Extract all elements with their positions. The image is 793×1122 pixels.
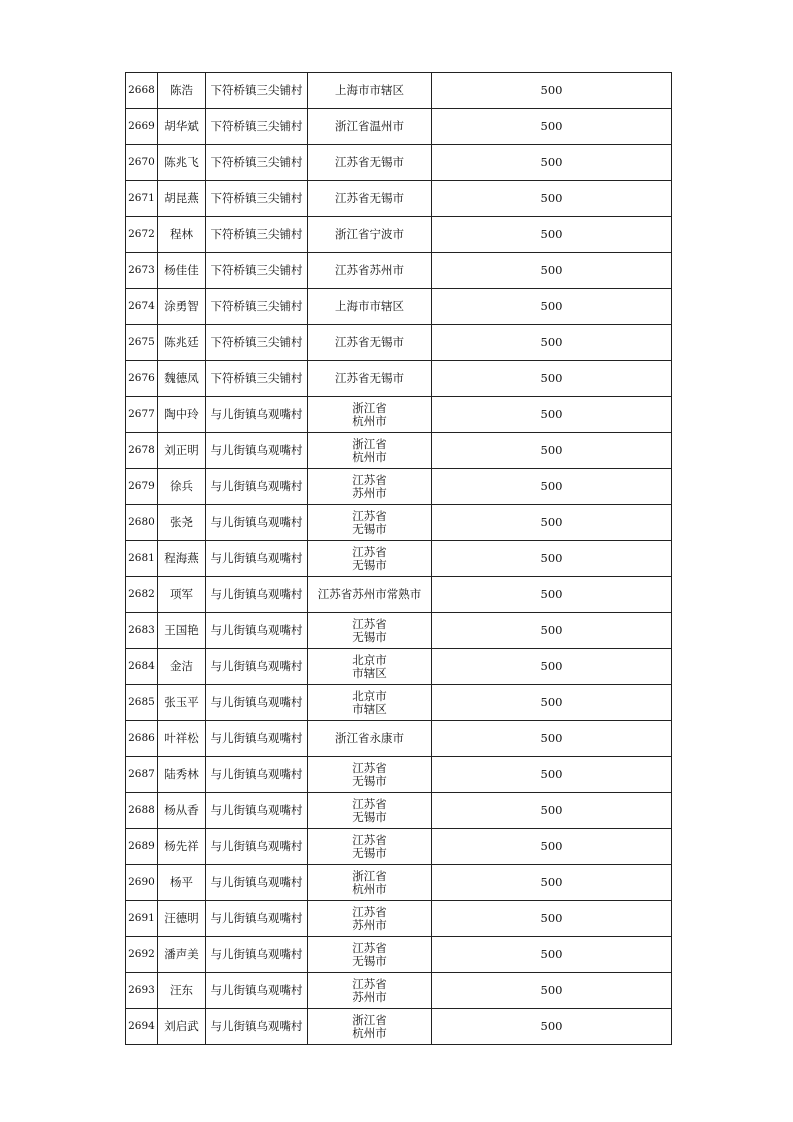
row-number: 2686 <box>126 721 158 757</box>
work-location-line: 江苏省 <box>352 760 387 775</box>
village-name: 下符桥镇三尖铺村 <box>206 109 308 145</box>
village-name: 与儿街镇乌观嘴村 <box>206 865 308 901</box>
row-number: 2678 <box>126 433 158 469</box>
subsidy-amount: 500 <box>432 541 672 577</box>
work-location-line: 上海市市辖区 <box>335 299 404 313</box>
work-location-line: 无锡市 <box>352 629 387 644</box>
village-name: 下符桥镇三尖铺村 <box>206 325 308 361</box>
subsidy-amount: 500 <box>432 181 672 217</box>
table-row <box>126 685 672 721</box>
subsidy-amount: 500 <box>432 109 672 145</box>
person-name: 杨佳佳 <box>158 253 206 289</box>
village-name: 与儿街镇乌观嘴村 <box>206 829 308 865</box>
work-location-line: 江苏省无锡市 <box>335 371 404 385</box>
person-name: 张玉平 <box>158 685 206 721</box>
work-location-line: 市辖区 <box>352 665 387 680</box>
work-location-line: 上海市市辖区 <box>335 83 404 97</box>
table-row <box>126 253 672 289</box>
person-name: 涂勇智 <box>158 289 206 325</box>
village-name: 下符桥镇三尖铺村 <box>206 73 308 109</box>
work-location-line: 江苏省 <box>352 904 387 919</box>
work-location <box>308 289 432 325</box>
row-number: 2675 <box>126 325 158 361</box>
row-number: 2668 <box>126 73 158 109</box>
row-number: 2679 <box>126 469 158 505</box>
row-number: 2691 <box>126 901 158 937</box>
subsidy-amount: 500 <box>432 577 672 613</box>
work-location <box>308 721 432 757</box>
work-location-line: 无锡市 <box>352 845 387 860</box>
work-location <box>308 865 432 901</box>
person-name: 陈浩 <box>158 73 206 109</box>
person-name: 杨从香 <box>158 793 206 829</box>
work-location-line: 浙江省永康市 <box>335 731 404 745</box>
table-body <box>126 73 672 1045</box>
work-location <box>308 253 432 289</box>
work-location-line: 江苏省苏州市 <box>335 263 404 277</box>
work-location-line: 无锡市 <box>352 953 387 968</box>
subsidy-amount: 500 <box>432 901 672 937</box>
table-row <box>126 649 672 685</box>
work-location-line: 浙江省 <box>352 400 387 415</box>
table-row <box>126 145 672 181</box>
work-location-line: 杭州市 <box>352 449 387 464</box>
row-number: 2671 <box>126 181 158 217</box>
person-name: 陈兆廷 <box>158 325 206 361</box>
row-number: 2676 <box>126 361 158 397</box>
row-number: 2669 <box>126 109 158 145</box>
village-name: 与儿街镇乌观嘴村 <box>206 685 308 721</box>
person-name: 项军 <box>158 577 206 613</box>
row-number: 2684 <box>126 649 158 685</box>
person-name: 魏德凤 <box>158 361 206 397</box>
work-location-line: 无锡市 <box>352 809 387 824</box>
person-name: 陶中玲 <box>158 397 206 433</box>
work-location <box>308 397 432 433</box>
village-name: 与儿街镇乌观嘴村 <box>206 901 308 937</box>
row-number: 2672 <box>126 217 158 253</box>
work-location <box>308 469 432 505</box>
row-number: 2690 <box>126 865 158 901</box>
row-number: 2682 <box>126 577 158 613</box>
work-location <box>308 649 432 685</box>
work-location <box>308 793 432 829</box>
work-location-line: 浙江省宁波市 <box>335 227 404 241</box>
work-location-line: 江苏省 <box>352 940 387 955</box>
work-location-line: 江苏省 <box>352 976 387 991</box>
work-location-line: 北京市 <box>352 652 387 667</box>
subsidy-amount: 500 <box>432 145 672 181</box>
row-number: 2685 <box>126 685 158 721</box>
village-name: 与儿街镇乌观嘴村 <box>206 505 308 541</box>
work-location-line: 杭州市 <box>352 413 387 428</box>
subsidy-amount: 500 <box>432 649 672 685</box>
village-name: 与儿街镇乌观嘴村 <box>206 613 308 649</box>
subsidy-amount: 500 <box>432 217 672 253</box>
village-name: 与儿街镇乌观嘴村 <box>206 973 308 1009</box>
village-name: 与儿街镇乌观嘴村 <box>206 397 308 433</box>
work-location-line: 苏州市 <box>352 989 387 1004</box>
row-number: 2681 <box>126 541 158 577</box>
subsidy-amount: 500 <box>432 757 672 793</box>
table-row <box>126 181 672 217</box>
person-name: 王国艳 <box>158 613 206 649</box>
person-name: 汪东 <box>158 973 206 1009</box>
work-location-line: 江苏省无锡市 <box>335 191 404 205</box>
village-name: 与儿街镇乌观嘴村 <box>206 757 308 793</box>
person-name: 张尧 <box>158 505 206 541</box>
row-number: 2688 <box>126 793 158 829</box>
work-location-line: 杭州市 <box>352 1025 387 1040</box>
subsidy-amount: 500 <box>432 937 672 973</box>
person-name: 胡华斌 <box>158 109 206 145</box>
person-name: 徐兵 <box>158 469 206 505</box>
subsidy-amount: 500 <box>432 1009 672 1045</box>
village-name: 下符桥镇三尖铺村 <box>206 361 308 397</box>
subsidy-amount: 500 <box>432 325 672 361</box>
work-location <box>308 325 432 361</box>
work-location-line: 浙江省 <box>352 1012 387 1027</box>
row-number: 2673 <box>126 253 158 289</box>
village-name: 与儿街镇乌观嘴村 <box>206 793 308 829</box>
person-name: 刘正明 <box>158 433 206 469</box>
person-name: 陈兆飞 <box>158 145 206 181</box>
table-row <box>126 289 672 325</box>
work-location <box>308 181 432 217</box>
work-location <box>308 757 432 793</box>
village-name: 下符桥镇三尖铺村 <box>206 217 308 253</box>
work-location-line: 江苏省 <box>352 508 387 523</box>
table-row <box>126 937 672 973</box>
table-row <box>126 433 672 469</box>
table-row <box>126 109 672 145</box>
table-row <box>126 613 672 649</box>
person-name: 金洁 <box>158 649 206 685</box>
work-location <box>308 901 432 937</box>
table-row <box>126 865 672 901</box>
work-location <box>308 361 432 397</box>
work-location-line: 浙江省 <box>352 868 387 883</box>
work-location-line: 江苏省 <box>352 832 387 847</box>
subsidy-amount: 500 <box>432 289 672 325</box>
table-row <box>126 397 672 433</box>
table-row <box>126 1009 672 1045</box>
subsidy-amount: 500 <box>432 469 672 505</box>
table-row <box>126 361 672 397</box>
person-name: 叶祥松 <box>158 721 206 757</box>
work-location <box>308 541 432 577</box>
row-number: 2683 <box>126 613 158 649</box>
work-location <box>308 1009 432 1045</box>
table-row <box>126 469 672 505</box>
village-name: 下符桥镇三尖铺村 <box>206 181 308 217</box>
subsidy-amount: 500 <box>432 361 672 397</box>
subsidy-amount: 500 <box>432 973 672 1009</box>
work-location-line: 苏州市 <box>352 485 387 500</box>
table-row <box>126 973 672 1009</box>
work-location-line: 江苏省苏州市常熟市 <box>317 587 422 601</box>
work-location-line: 江苏省 <box>352 616 387 631</box>
person-name: 陆秀林 <box>158 757 206 793</box>
table-row <box>126 541 672 577</box>
person-name: 潘声美 <box>158 937 206 973</box>
work-location <box>308 685 432 721</box>
subsidy-amount: 500 <box>432 865 672 901</box>
work-location-line: 无锡市 <box>352 557 387 572</box>
table-row <box>126 757 672 793</box>
table-row <box>126 217 672 253</box>
table-row <box>126 901 672 937</box>
work-location-line: 江苏省 <box>352 796 387 811</box>
person-name: 程海燕 <box>158 541 206 577</box>
work-location-line: 无锡市 <box>352 773 387 788</box>
row-number: 2670 <box>126 145 158 181</box>
row-number: 2677 <box>126 397 158 433</box>
work-location-line: 市辖区 <box>352 701 387 716</box>
subsidy-amount: 500 <box>432 613 672 649</box>
table-row <box>126 325 672 361</box>
row-number: 2674 <box>126 289 158 325</box>
work-location <box>308 937 432 973</box>
work-location-line: 杭州市 <box>352 881 387 896</box>
work-location-line: 江苏省无锡市 <box>335 335 404 349</box>
village-name: 与儿街镇乌观嘴村 <box>206 433 308 469</box>
village-name: 与儿街镇乌观嘴村 <box>206 721 308 757</box>
work-location <box>308 829 432 865</box>
person-name: 汪德明 <box>158 901 206 937</box>
person-name: 杨先祥 <box>158 829 206 865</box>
work-location-line: 江苏省 <box>352 472 387 487</box>
table-row <box>126 829 672 865</box>
table-row <box>126 577 672 613</box>
subsidy-amount: 500 <box>432 721 672 757</box>
row-number: 2694 <box>126 1009 158 1045</box>
row-number: 2689 <box>126 829 158 865</box>
table-row <box>126 505 672 541</box>
work-location-line: 无锡市 <box>352 521 387 536</box>
person-name: 程林 <box>158 217 206 253</box>
data-table <box>125 72 672 1045</box>
subsidy-amount: 500 <box>432 793 672 829</box>
work-location <box>308 973 432 1009</box>
village-name: 下符桥镇三尖铺村 <box>206 253 308 289</box>
work-location <box>308 505 432 541</box>
subsidy-amount: 500 <box>432 73 672 109</box>
work-location-line: 苏州市 <box>352 917 387 932</box>
work-location-line: 北京市 <box>352 688 387 703</box>
work-location-line: 浙江省温州市 <box>335 119 404 133</box>
village-name: 下符桥镇三尖铺村 <box>206 145 308 181</box>
work-location <box>308 217 432 253</box>
work-location-line: 浙江省 <box>352 436 387 451</box>
village-name: 下符桥镇三尖铺村 <box>206 289 308 325</box>
work-location-line: 江苏省 <box>352 544 387 559</box>
person-name: 杨平 <box>158 865 206 901</box>
village-name: 与儿街镇乌观嘴村 <box>206 649 308 685</box>
work-location <box>308 145 432 181</box>
row-number: 2687 <box>126 757 158 793</box>
table-row <box>126 73 672 109</box>
village-name: 与儿街镇乌观嘴村 <box>206 541 308 577</box>
subsidy-amount: 500 <box>432 433 672 469</box>
subsidy-amount: 500 <box>432 685 672 721</box>
work-location <box>308 433 432 469</box>
work-location <box>308 73 432 109</box>
subsidy-amount: 500 <box>432 829 672 865</box>
table-row <box>126 793 672 829</box>
work-location <box>308 613 432 649</box>
person-name: 刘启武 <box>158 1009 206 1045</box>
work-location <box>308 109 432 145</box>
person-name: 胡昆燕 <box>158 181 206 217</box>
work-location <box>308 577 432 613</box>
work-location-line: 江苏省无锡市 <box>335 155 404 169</box>
table-row <box>126 721 672 757</box>
village-name: 与儿街镇乌观嘴村 <box>206 937 308 973</box>
subsidy-amount: 500 <box>432 253 672 289</box>
village-name: 与儿街镇乌观嘴村 <box>206 1009 308 1045</box>
village-name: 与儿街镇乌观嘴村 <box>206 469 308 505</box>
subsidy-amount: 500 <box>432 397 672 433</box>
village-name: 与儿街镇乌观嘴村 <box>206 577 308 613</box>
row-number: 2680 <box>126 505 158 541</box>
subsidy-amount: 500 <box>432 505 672 541</box>
row-number: 2693 <box>126 973 158 1009</box>
row-number: 2692 <box>126 937 158 973</box>
